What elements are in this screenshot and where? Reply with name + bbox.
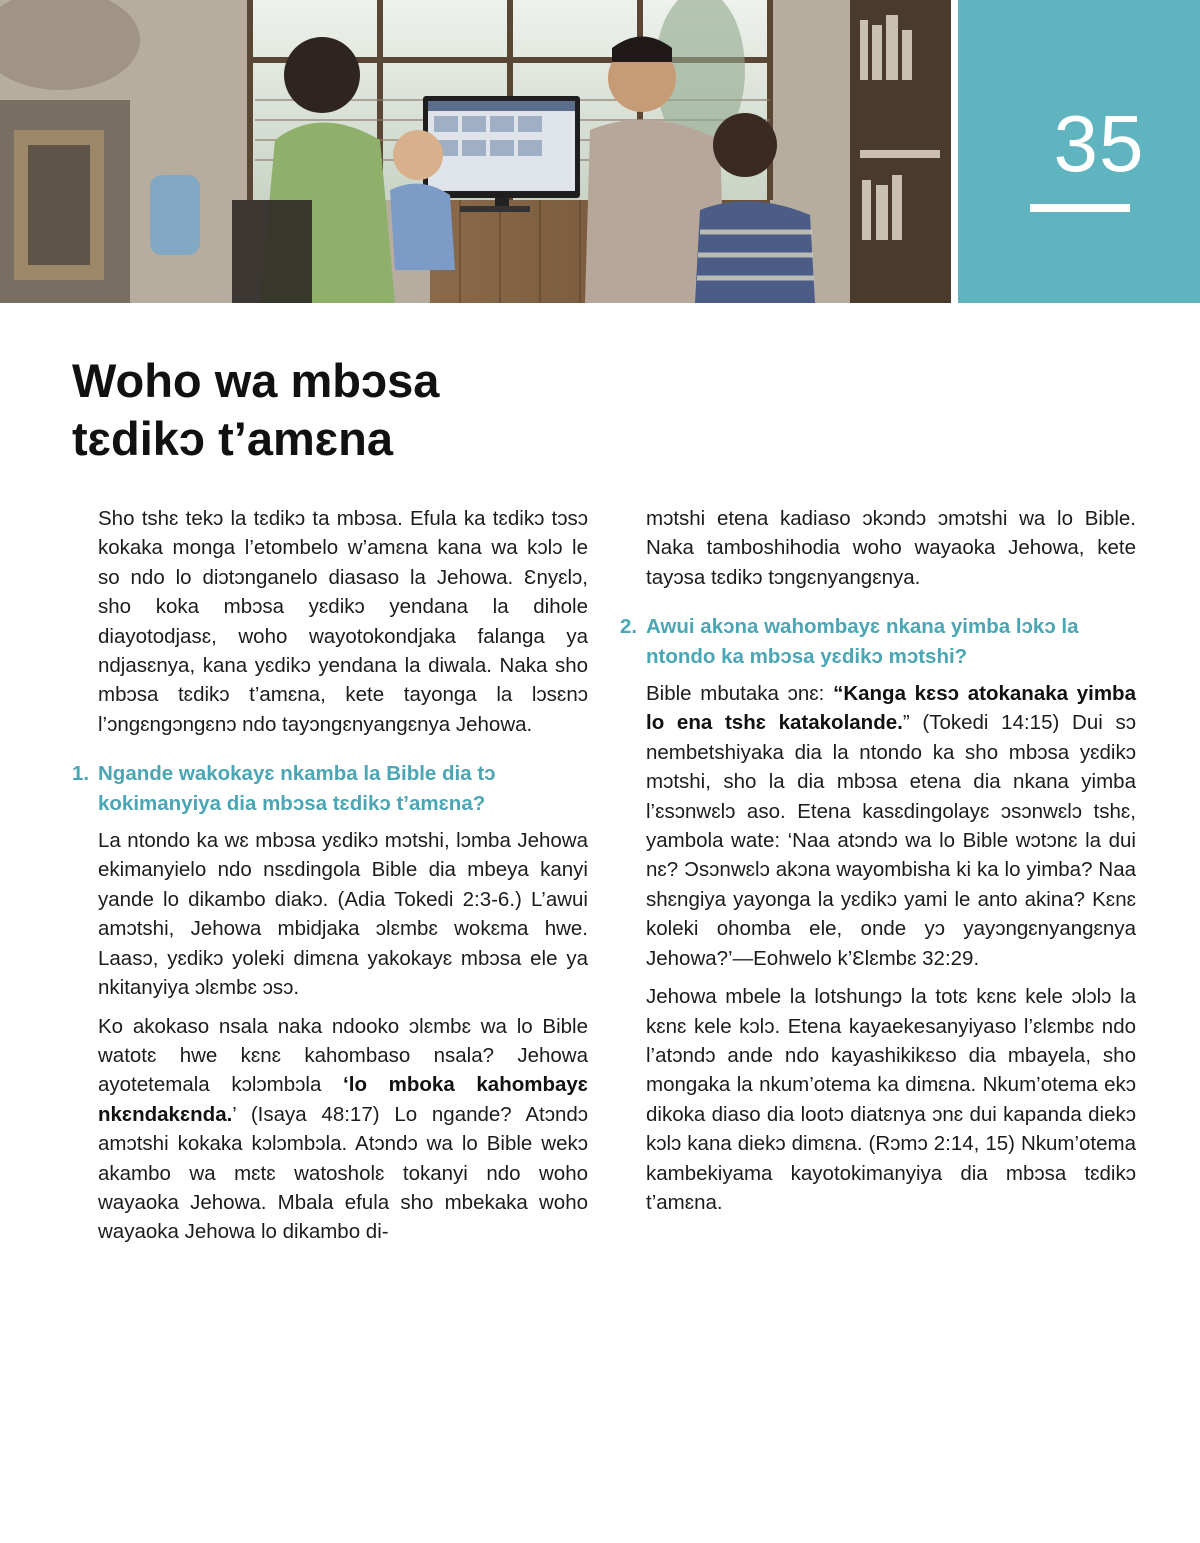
intro-paragraph: Sho tshɛ tekɔ la tɛdikɔ ta mbɔsa. Efula ka tɛdikɔ tɔsɔ kokaka monga l’etombelo w’amɛna kana wa kɔlɔ le so ndo lo diɔtɔnganelo diasaso la Jehowa. Ɛnyɛlɔ, sho koka mbɔsa yɛdikɔ yendana la dihole diayotodjasɛ, woho wayotokondjaka falanga ya ndjasɛnya, kana yɛdikɔ yendana la diwala. Naka sho mbɔsa tɛdikɔ t’amɛna, kete tayonga la lɔsɛnɔ l’ɔngɛngɔngɛnɔ ndo tayɔngɛnyangɛnya Jehowa. [98, 507, 588, 736]
question-1-heading [72, 759, 588, 818]
paragraph-text: Bible mbutaka ɔnɛ: [646, 682, 834, 706]
question-2-text: Awui akɔna wahombayɛ nkana yimba lɔkɔ la ntondo ka mbɔsa yɛdikɔ mɔtshi? [646, 615, 1079, 668]
question-2-paragraph-2: Jehowa mbele la lotshungɔ la totɛ kɛnɛ kele ɔlɔlɔ la kɛnɛ kele kɔlɔ. Etena kayaekesanyiyaso l’ɛlɛmbɛ ndo l’atɔndɔ ande ndo kayashikikɛso dia mbayela, sho mongaka la nkum’otema ka dimɛna. Nkum’otema ekɔ dikoka diaso dia lootɔ diatɛnya ɔnɛ dui kapanda diekɔ kɔlɔ kana diekɔ dimɛna. (Rɔmɔ 2:14, 15) Nkum’otema kambekiyama kayotokimanyiya dia mbɔsa tɛdikɔ t’amɛna. [646, 985, 1136, 1214]
left-column [72, 504, 588, 1256]
question-2-paragraph-1 [646, 679, 1136, 973]
question-1-paragraph-1: La ntondo ka wɛ mbɔsa yɛdikɔ mɔtshi, lɔmba Jehowa ekimanyielo ndo nsɛdingola Bible dia mbeya kanyi yande lo dikambo diakɔ. (Adia Tokedi 2:3-6.) L’awui amɔtshi, Jehowa mbidjaka ɔlɛmbɛ wokɛma hwe. Laasɔ, yɛdikɔ yoleki dimɛna yakokayɛ mbɔsa ele ya nkitanyiya ɔlɛmbɛ ɔsɔ. [98, 829, 588, 1000]
scripture-quote: “Kanga kɛsɔ atokanaka yimba lo ena tshɛ katakolande. [646, 682, 1136, 735]
question-1-number: 1. [72, 762, 90, 786]
question-2-heading [620, 612, 1136, 671]
chapter-number: 35 [1053, 99, 1145, 188]
right-column [620, 504, 1136, 1226]
family-at-computer-illustration [0, 0, 951, 303]
scripture-quote: ‘lo mboka kahombayɛ nkɛndakɛnda. [98, 1073, 588, 1126]
chapter-tab [958, 0, 1200, 303]
title-line-1: Woho wa mbɔsa [72, 354, 440, 407]
question-2-number: 2. [620, 615, 638, 639]
question-1-text: Ngande wakokayɛ nkamba la Bible dia tɔ kokimanyiya dia mbɔsa tɛdikɔ t’amɛna? [98, 762, 496, 815]
header-photo [0, 0, 951, 303]
title-line-2: tɛdikɔ t’amɛna [72, 412, 393, 465]
paragraph-text: Ko akokaso nsala naka ndooko ɔlɛmbɛ wa lo Bible watotɛ hwe kɛnɛ kahombaso nsala? Jehowa ayotetemala kɔlɔmbɔla [98, 1014, 588, 1097]
continued-paragraph: mɔtshi etena kadiaso ɔkɔndɔ ɔmɔtshi wa lo Bible. Naka tamboshihodia woho wayaoka Jehowa, kete tayɔsa tɛdikɔ tɔngɛnyangɛnya. [646, 507, 1136, 589]
page-title [72, 352, 439, 468]
chapter-underline [1030, 204, 1130, 212]
paragraph-text: ” (Tokedi 14:15) Dui sɔ nembetshiyaka dia la ntondo ka sho mbɔsa yɛdikɔ mɔtshi, sho la dia mbɔsa etena dia nkana yimba l’ɛsɔnwɛlɔ aso. Etena kasɛdingolayɛ ɔsɔnwɛlɔ tshɛ, yambola wate: ‘Naa atɔndɔ wa lo Bible wɔtɔnɛ la dui nɛ? Ɔsɔnwɛlɔ akɔna wayombisha ki ka lo yimba? Naa shɛngiya yayonga la yɛdikɔ yami le anto akina? Kɛnɛ koleki ohomba ele, onde yɔ yayɔngɛnyangɛnya Jehowa?’—Eohwelo k’Ɛlɛmbɛ 32:29. [646, 711, 1136, 970]
paragraph-text: ’ (Isaya 48:17) Lo ngande? Atɔndɔ amɔtshi kokaka kɔlɔmbɔla. Atɔndɔ wa lo Bible wekɔ akambo wa mɛtɛ watosholɛ tokanyi ndo woho wayaoka Jehowa. Mbala efula sho mbekaka woho wayaoka Jehowa lo dikambo di- [98, 1102, 588, 1244]
question-1-paragraph-2 [98, 1012, 588, 1247]
